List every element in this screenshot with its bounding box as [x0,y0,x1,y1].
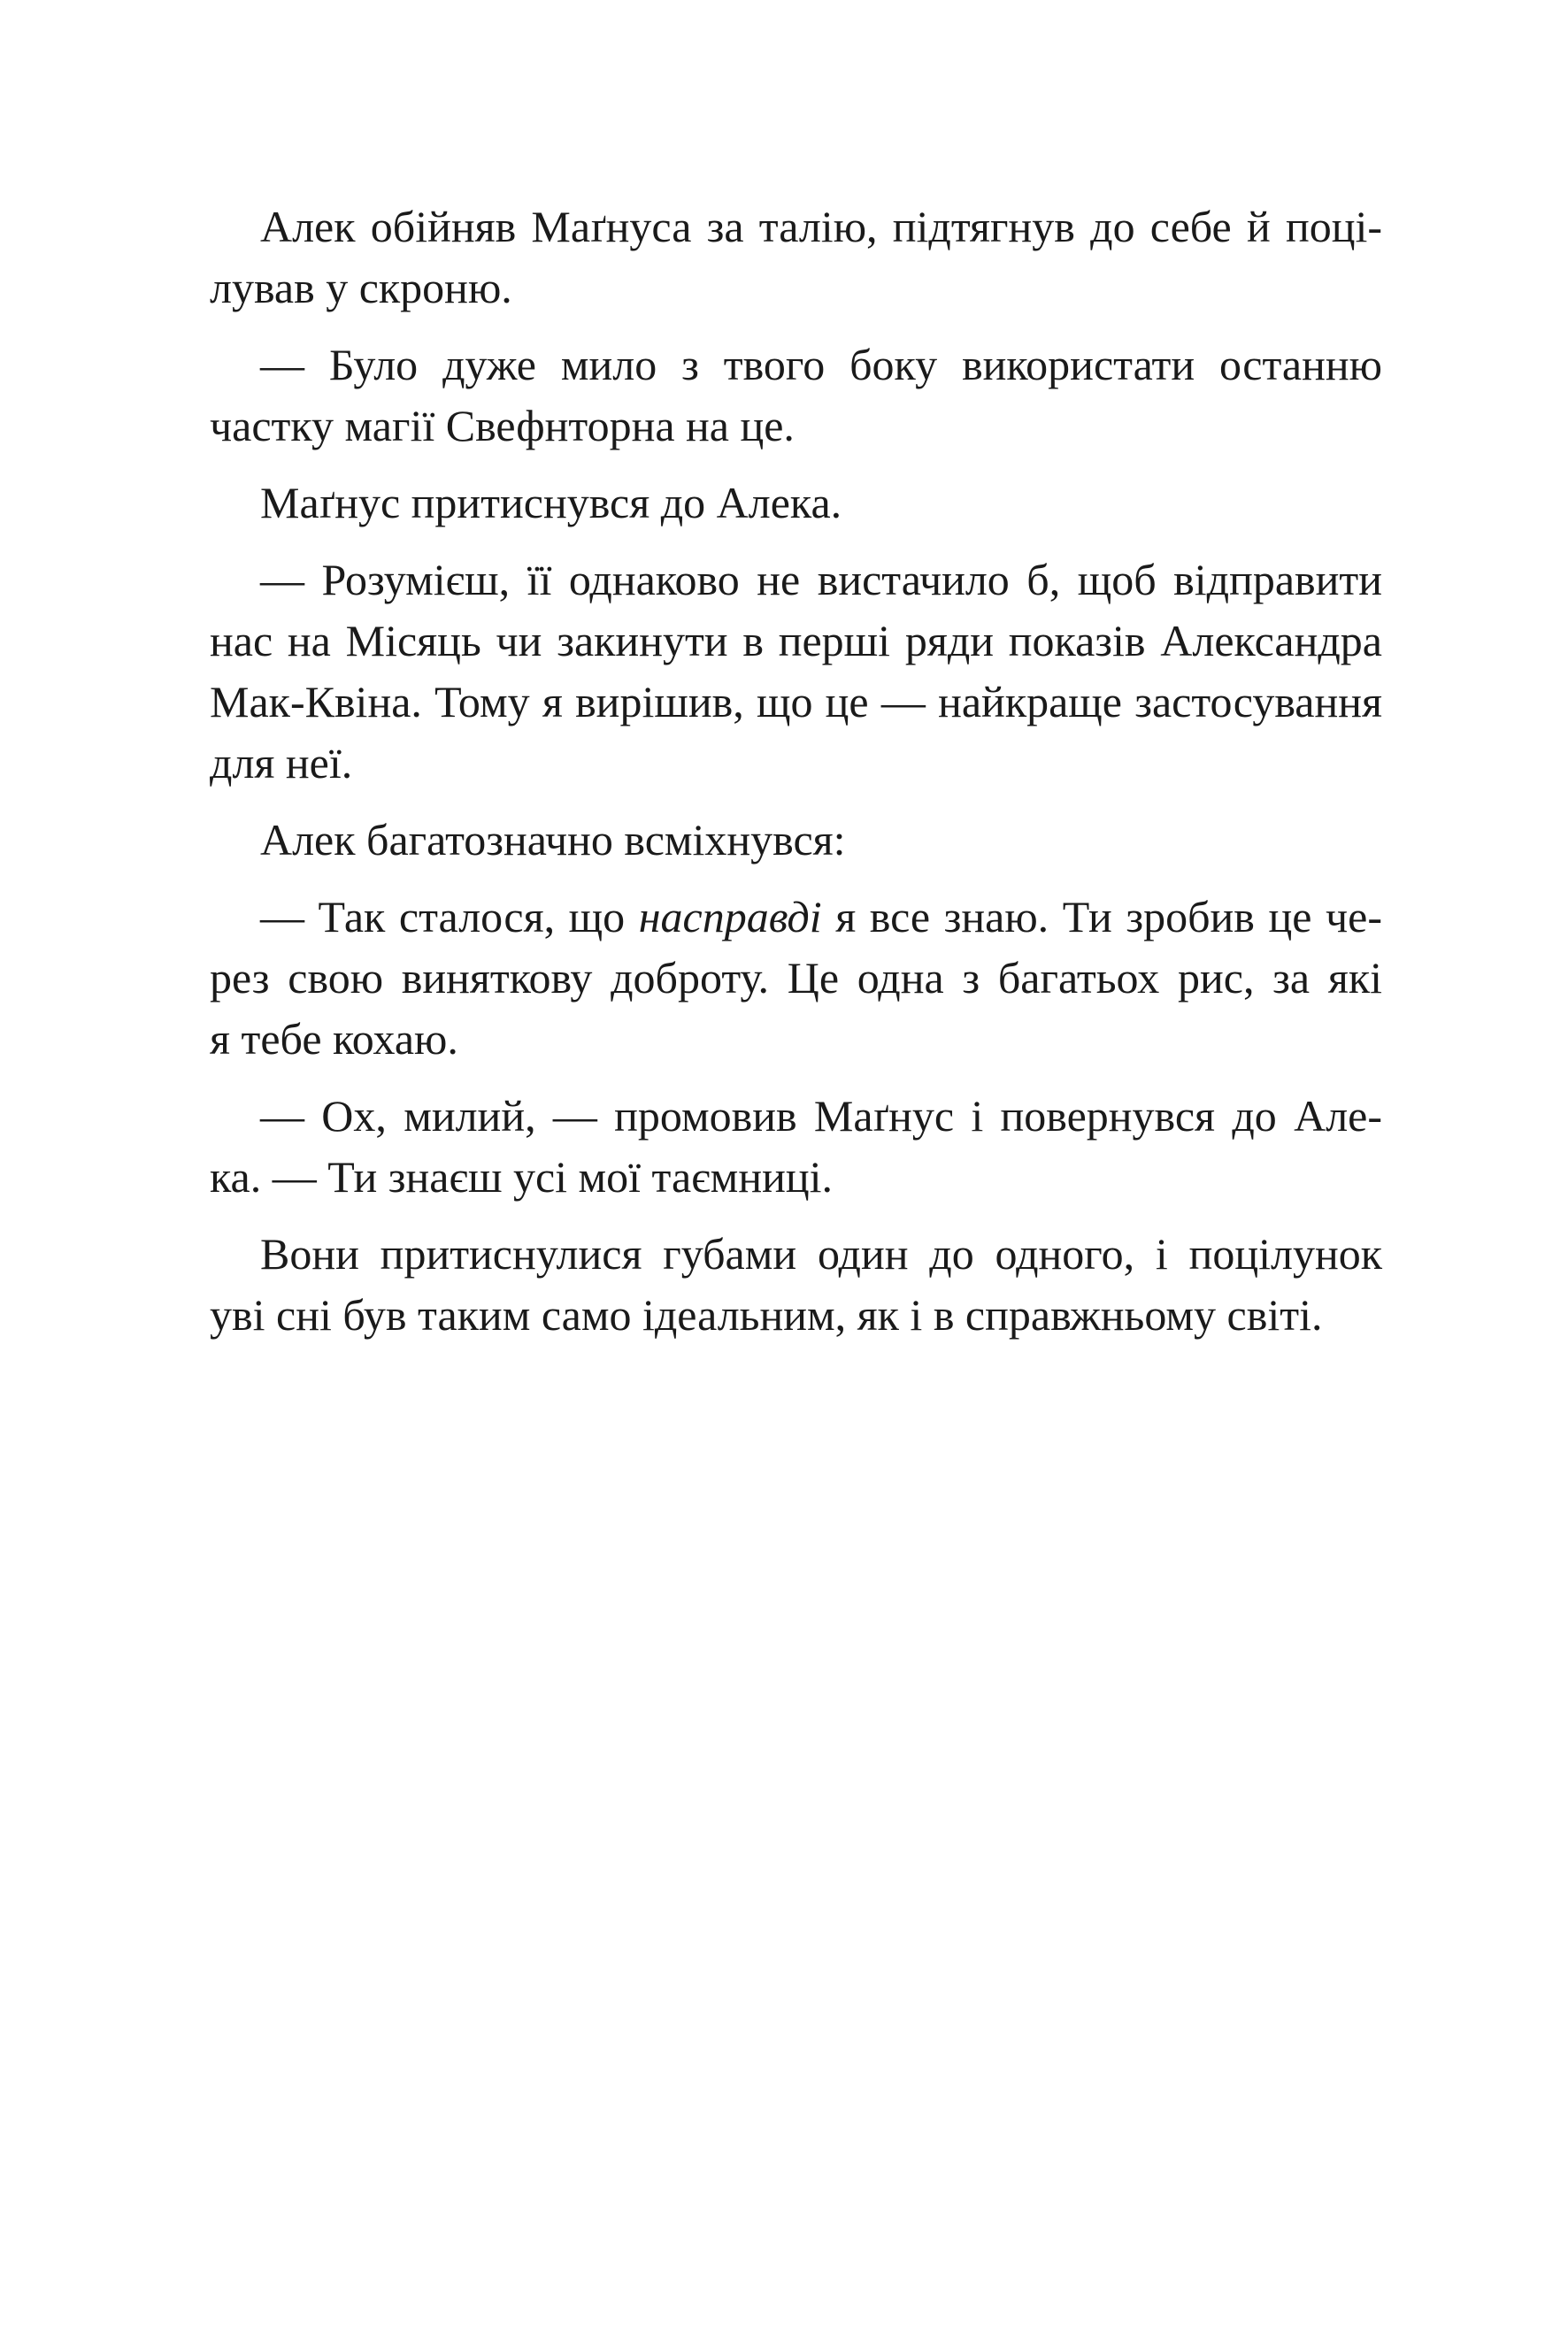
body-text [210,196,1382,1346]
paragraph [210,334,1382,457]
text-line: Маґнус притиснувся до Алека. [260,478,842,527]
text-line: Алек багатозначно всміхнувся: [260,815,846,864]
text-line: я тебе кохаю. [210,1014,458,1064]
text-line: Алек обійняв Маґнуса за талію, підтягнув до себе й поці- [260,202,1382,251]
text-run: — Так сталося, що [260,892,639,941]
paragraph [210,887,1382,1070]
paragraph [210,473,1382,534]
text-line: частку магії Свефнторна на це. [210,401,795,450]
text-line: Мак-Квіна. Тому я вирішив, що це — найкраще застосування [210,677,1382,726]
text-line: ка. — Ти знаєш усі мої таємниці. [210,1152,833,1202]
text-line: нас на Місяць чи закинути в перші ряди показів Александра [210,616,1382,665]
paragraph [210,1224,1382,1346]
text-run: я все знаю. Ти зробив це че- [821,892,1382,941]
paragraph [210,810,1382,871]
emphasis-text: насправді [638,892,822,941]
text-line: — Було дуже мило з твого боку використати останню [260,340,1382,389]
text-line [210,887,1382,948]
text-line: Вони притиснулися губами один до одного, і поцілунок [260,1229,1382,1279]
text-line: для неї. [210,738,353,788]
paragraph [210,196,1382,319]
text-line: рез свою виняткову доброту. Це одна з багатьох рис, за які [210,953,1382,1003]
text-line: — Розумієш, її однаково не вистачило б, щоб відправити [260,555,1382,604]
text-line: — Ох, милий, — промовив Маґнус і повернувся до Але- [260,1091,1382,1141]
text-line: лував у скроню. [210,263,512,312]
paragraph [210,549,1382,794]
paragraph [210,1086,1382,1208]
text-line: уві сні був таким само ідеальним, як і в справжньому світі. [210,1290,1323,1340]
